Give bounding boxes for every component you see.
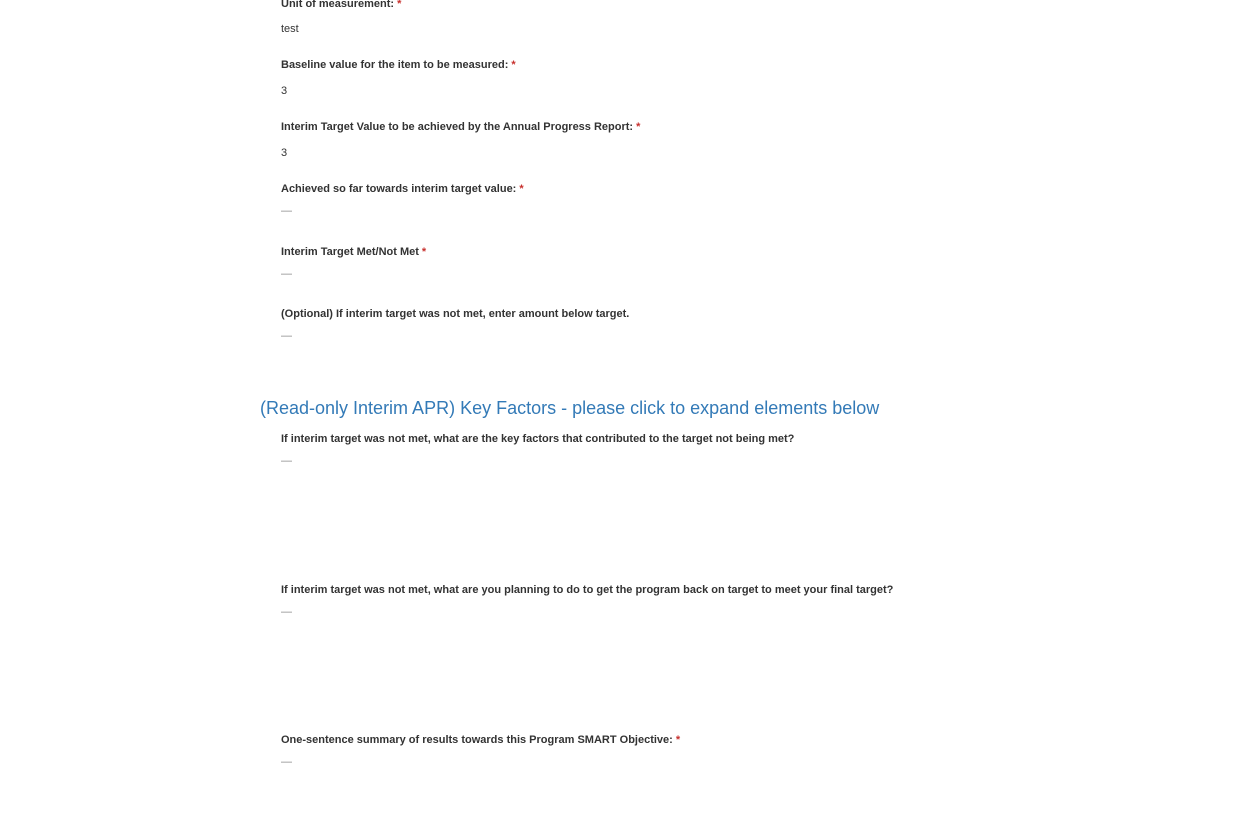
achieved-so-far-field <box>281 183 524 218</box>
empty-value-dash: — <box>281 330 292 342</box>
required-marker: * <box>397 0 402 10</box>
amount-below-target-field <box>281 308 629 343</box>
empty-value-dash: — <box>281 606 292 618</box>
field-label: Interim Target Value to be achieved by the Annual Progress Report: * <box>281 121 641 133</box>
field-label: Baseline value for the item to be measured: * <box>281 59 516 71</box>
empty-value-dash: — <box>281 455 292 467</box>
results-summary-field <box>281 734 680 769</box>
field-label: Achieved so far towards interim target value: * <box>281 183 524 195</box>
required-marker: * <box>421 246 427 258</box>
field-label: (Optional) If interim target was not met, enter amount below target. <box>281 308 630 320</box>
field-label: Unit of measurement: * <box>281 0 402 10</box>
required-marker: * <box>511 59 516 71</box>
key-factors-section-toggle[interactable]: (Read-only Interim APR) Key Factors - please click to expand elements below <box>260 398 880 418</box>
empty-value-dash: — <box>281 268 292 280</box>
empty-value-dash: — <box>281 205 292 217</box>
field-label: If interim target was not met, what are the key factors that contributed to the target not being met? <box>281 433 795 445</box>
recovery-plan-field <box>281 584 893 619</box>
interim-target-value-field <box>281 121 640 160</box>
unit-of-measurement-field <box>281 0 401 36</box>
field-value: test <box>281 23 299 35</box>
key-factors-field <box>281 433 794 468</box>
field-value: 3 <box>281 85 288 97</box>
field-label: One-sentence summary of results towards this Program SMART Objective: * <box>281 734 681 746</box>
field-label: If interim target was not met, what are you planning to do to get the program back on target to meet your final target? <box>281 584 894 596</box>
interim-target-met-field <box>281 246 426 281</box>
empty-value-dash: — <box>281 756 292 768</box>
required-marker: * <box>675 734 681 746</box>
baseline-value-field <box>281 59 516 98</box>
field-label: Interim Target Met/Not Met * <box>281 246 427 258</box>
required-marker: * <box>519 183 524 195</box>
required-marker: * <box>636 121 641 133</box>
field-value: 3 <box>281 147 288 159</box>
